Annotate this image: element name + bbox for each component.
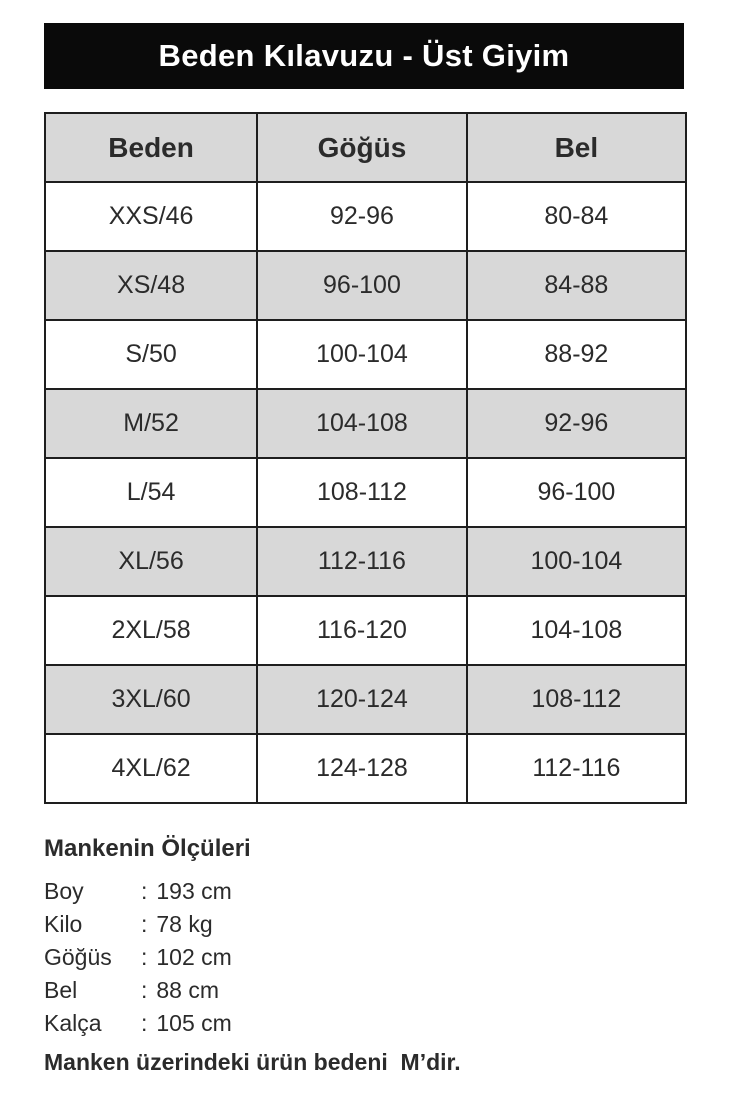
- model-size-note: Manken üzerindeki ürün bedeni M’dir.: [44, 1049, 461, 1075]
- column-header-bel: Bel: [467, 113, 686, 182]
- table-cell-size: 4XL/62: [45, 734, 257, 803]
- measurement-row: [44, 1007, 687, 1040]
- table-cell-chest: 124-128: [257, 734, 467, 803]
- measurement-row: [44, 974, 687, 1007]
- table-row: [45, 389, 686, 458]
- table-cell-waist: 104-108: [467, 596, 686, 665]
- table-cell-chest: 112-116: [257, 527, 467, 596]
- measurement-colon: :: [141, 1010, 148, 1036]
- table-cell-chest: 100-104: [257, 320, 467, 389]
- measurement-label: Bel: [44, 977, 78, 1003]
- table-cell-chest: 116-120: [257, 596, 467, 665]
- table-cell-waist: 96-100: [467, 458, 686, 527]
- model-measurements: [44, 835, 687, 1079]
- table-cell-chest: 92-96: [257, 182, 467, 251]
- table-cell-chest: 108-112: [257, 458, 467, 527]
- table-cell-size: M/52: [45, 389, 257, 458]
- table-cell-chest: 120-124: [257, 665, 467, 734]
- table-cell-chest: 104-108: [257, 389, 467, 458]
- table-row: [45, 527, 686, 596]
- table-cell-size: XXS/46: [45, 182, 257, 251]
- table-cell-chest: 96-100: [257, 251, 467, 320]
- page-title: Beden Kılavuzu - Üst Giyim: [158, 38, 570, 73]
- measurements-heading: Mankenin Ölçüleri: [44, 835, 251, 862]
- measurement-colon: :: [141, 977, 148, 1003]
- table-row: [45, 596, 686, 665]
- table-cell-waist: 80-84: [467, 182, 686, 251]
- measurement-value: 88 cm: [156, 977, 220, 1003]
- measurement-row: [44, 908, 687, 941]
- size-table: [44, 112, 687, 804]
- measurement-label: Boy: [44, 878, 84, 904]
- measurement-colon: :: [141, 944, 148, 970]
- table-cell-waist: 84-88: [467, 251, 686, 320]
- table-cell-waist: 112-116: [467, 734, 686, 803]
- table-cell-size: L/54: [45, 458, 257, 527]
- table-cell-size: S/50: [45, 320, 257, 389]
- measurement-value: 193 cm: [156, 878, 232, 904]
- table-cell-waist: 100-104: [467, 527, 686, 596]
- table-cell-waist: 92-96: [467, 389, 686, 458]
- table-row: [45, 734, 686, 803]
- table-row: [45, 320, 686, 389]
- table-cell-size: XL/56: [45, 527, 257, 596]
- table-row: [45, 182, 686, 251]
- table-cell-size: 2XL/58: [45, 596, 257, 665]
- measurement-value: 102 cm: [156, 944, 232, 970]
- table-row: [45, 251, 686, 320]
- table-row: [45, 458, 686, 527]
- table-header-row: [45, 113, 686, 182]
- measurement-label: Kilo: [44, 911, 83, 937]
- table-cell-waist: 88-92: [467, 320, 686, 389]
- measurement-colon: :: [141, 878, 148, 904]
- measurement-label: Kalça: [44, 1010, 102, 1036]
- measurement-row: [44, 941, 687, 974]
- measurement-colon: :: [141, 911, 148, 937]
- title-bar: [44, 23, 684, 89]
- table-cell-size: 3XL/60: [45, 665, 257, 734]
- table-row: [45, 665, 686, 734]
- table-cell-size: XS/48: [45, 251, 257, 320]
- measurement-value: 78 kg: [156, 911, 213, 937]
- measurement-value: 105 cm: [156, 1010, 232, 1036]
- column-header-beden: Beden: [45, 113, 257, 182]
- table-cell-waist: 108-112: [467, 665, 686, 734]
- column-header-gogus: Göğüs: [257, 113, 467, 182]
- measurement-row: [44, 875, 687, 908]
- measurement-label: Göğüs: [44, 944, 112, 970]
